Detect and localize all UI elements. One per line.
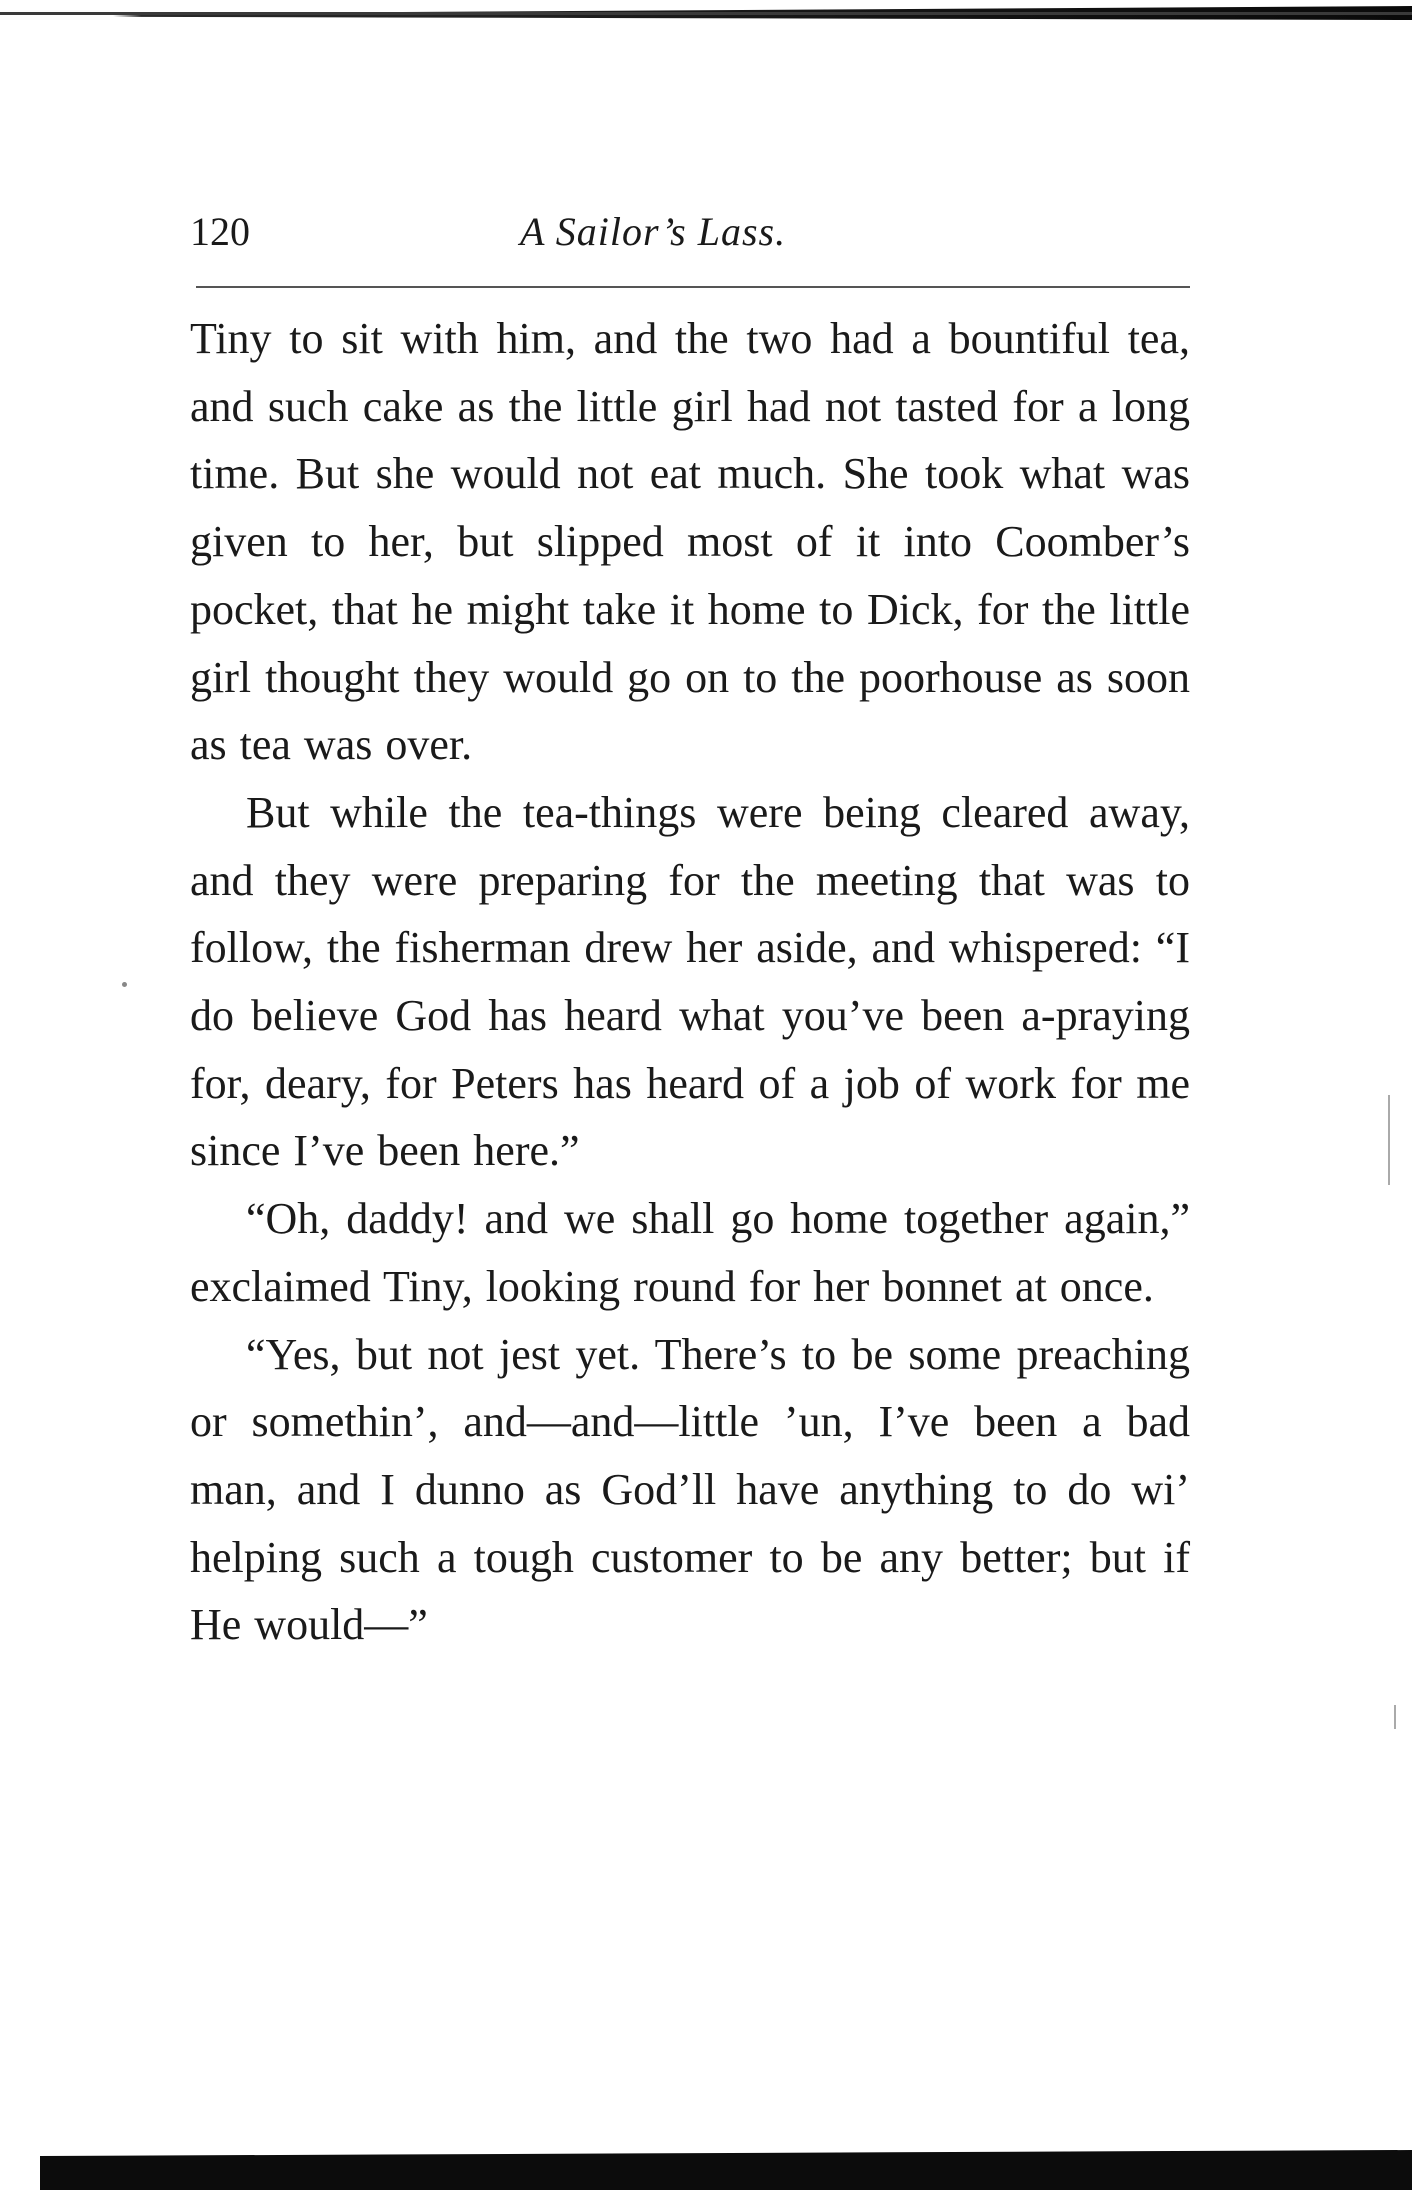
top-edge-thin-rule — [0, 12, 1412, 15]
bottom-edge-rule — [40, 2150, 1412, 2190]
margin-mark — [1394, 1705, 1396, 1729]
paragraph-tea-things: But while the tea-things were being cleared away, and they were preparing for the meeting that was to follow, the fisherman drew her aside, and whispered: “I do believe God has heard what you’ve been a-praying for, deary, for Peters has heard of a job of work for me since I’ve been here.” — [190, 787, 1190, 1176]
page-header — [190, 198, 1190, 268]
running-title: A Sailor’s Lass. — [520, 209, 787, 254]
header-rule — [196, 286, 1190, 288]
page-speck — [122, 982, 127, 987]
paragraph-continued: Tiny to sit with him, and the two had a bountiful tea, and such cake as the little girl had not tasted for a long time. But she would not eat much. She took what was given to her, but slipped most of it into Coomber’s pocket, that he might take it home to Dick, for the little girl thought they would go on to the poorhouse as soon as tea was over. — [190, 314, 1190, 770]
paragraph-oh-daddy: “Oh, daddy! and we shall go home together again,” exclaimed Tiny, looking round for her bonnet at once. — [190, 1194, 1190, 1311]
body-text — [190, 305, 1190, 1659]
paragraph-yes-but: “Yes, but not jest yet. There’s to be some preaching or somethin’, and—and—little ’un, I’ve been a bad man, and I dunno as God’ll have anything to do wi’ helping such a tough customer to be any better; but if He would—” — [190, 1329, 1190, 1650]
page-number: 120 — [190, 209, 250, 254]
margin-mark — [1388, 1095, 1390, 1185]
